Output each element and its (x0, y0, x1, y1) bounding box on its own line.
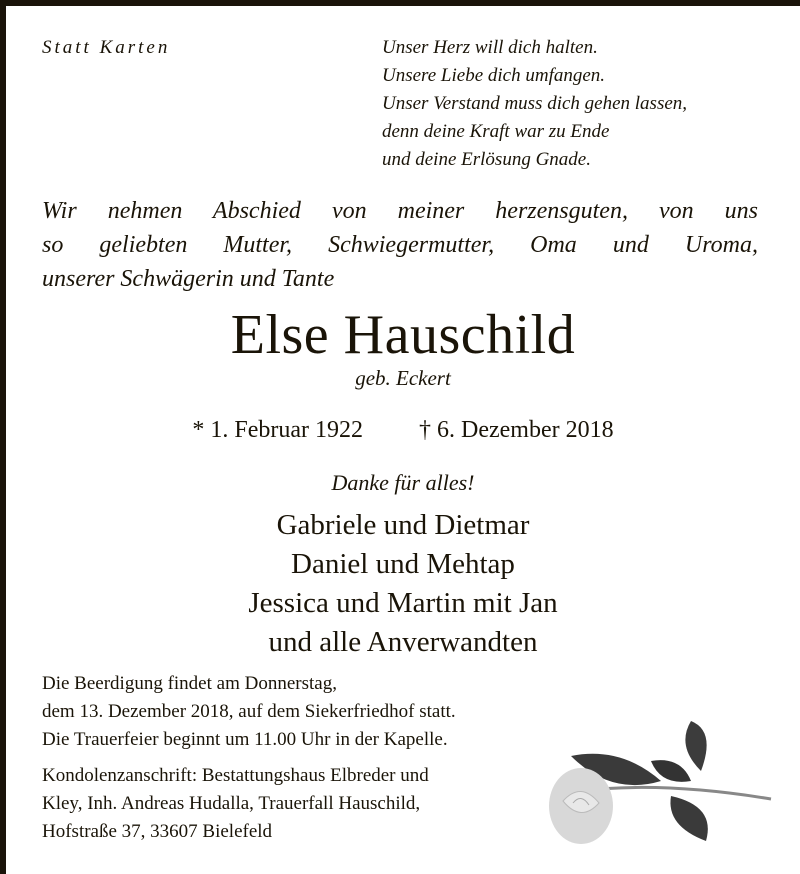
intro-text (42, 194, 758, 296)
condolence-line: Kley, Inh. Andreas Hudalla, Trauerfall Hauschild, (42, 793, 421, 814)
birth-name: geb. Eckert (355, 366, 451, 390)
funeral-line: Die Beerdigung findet am Donnerstag, (42, 673, 337, 694)
family-member: Daniel und Mehtap (291, 548, 515, 580)
poem-line: denn deine Kraft war zu Ende (382, 121, 610, 142)
deceased-name: Else Hauschild (230, 304, 576, 366)
condolence-info (42, 762, 429, 846)
death-notice (6, 6, 800, 874)
condolence-line: Kondolenzanschrift: Bestattungshaus Elbreder und (42, 765, 429, 786)
funeral-info (42, 670, 456, 754)
condolence-line: Hofstraße 37, 33607 Bielefeld (42, 821, 273, 842)
poem-line: und deine Erlösung Gnade. (382, 149, 591, 170)
rose-image (541, 711, 791, 851)
family-member: und alle Anverwandten (268, 626, 538, 658)
statt-karten: Statt Karten (42, 37, 171, 58)
thanks: Danke für alles! (331, 470, 475, 495)
family-list (6, 506, 800, 662)
dates (6, 416, 800, 444)
poem-line: Unsere Liebe dich umfangen. (382, 65, 606, 86)
death-date: † 6. Dezember 2018 (419, 417, 614, 443)
family-member: Gabriele und Dietmar (276, 509, 530, 541)
funeral-line: Die Trauerfeier beginnt um 11.00 Uhr in der Kapelle. (42, 729, 448, 750)
poem-line: Unser Herz will dich halten. (382, 37, 598, 58)
birth-date: * 1. Februar 1922 (192, 417, 364, 443)
poem-line: Unser Verstand muss dich gehen lassen, (382, 93, 688, 114)
poem (382, 34, 687, 174)
intro-line: Wir nehmen Abschied von meiner herzensguten, von uns (42, 198, 758, 224)
intro-line: so geliebten Mutter, Schwiegermutter, Oma und Uroma, (42, 232, 758, 258)
family-member: Jessica und Martin mit Jan (248, 587, 558, 619)
funeral-line: dem 13. Dezember 2018, auf dem Siekerfriedhof statt. (42, 701, 456, 722)
intro-line: unserer Schwägerin und Tante (42, 266, 335, 292)
